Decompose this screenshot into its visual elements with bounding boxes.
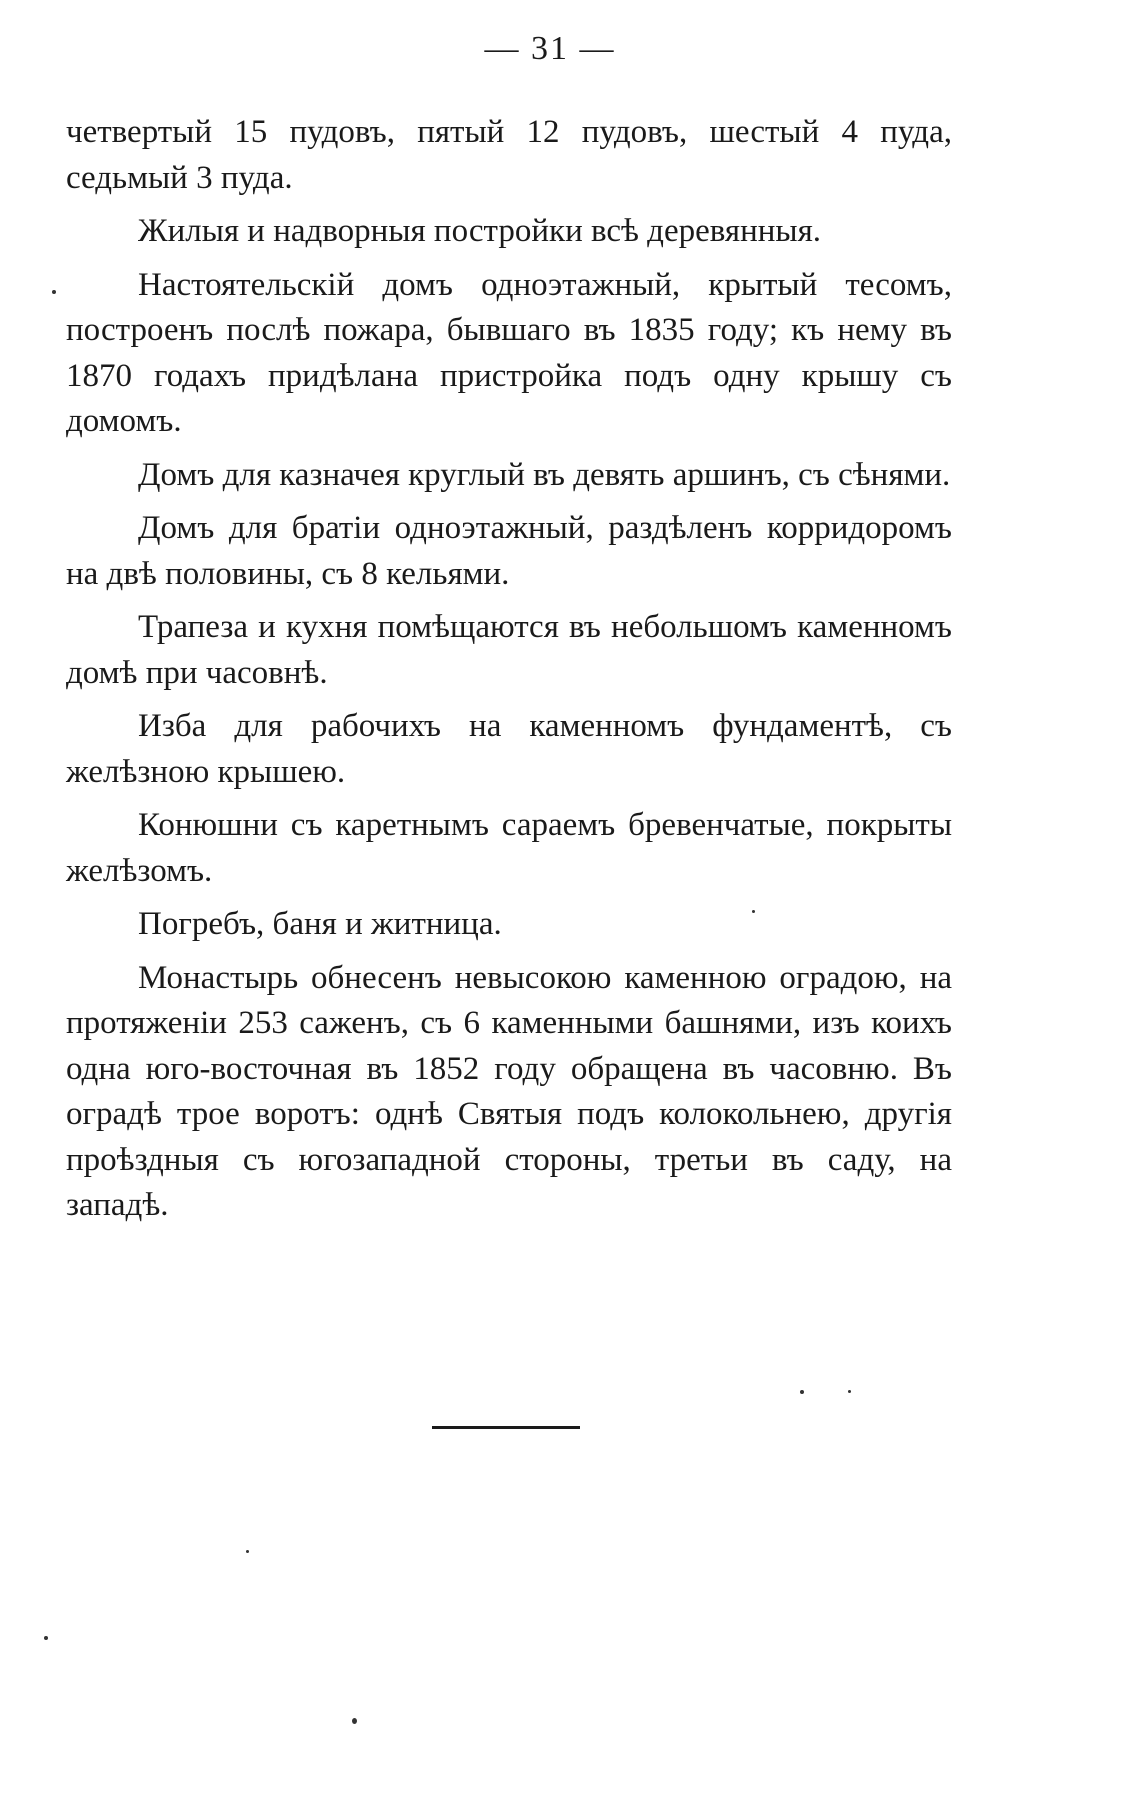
print-speck xyxy=(752,910,755,913)
print-speck xyxy=(246,1550,249,1553)
print-speck xyxy=(800,1390,804,1394)
paragraph-buildings-wooden: Жилыя и надворныя постройки всѣ деревянныя. xyxy=(138,213,822,249)
paragraph-workers-hut: Изба для рабочихъ на каменномъ фундаментѣ, съ желѣзною крышею. xyxy=(66,708,952,790)
print-speck xyxy=(44,1636,48,1640)
paragraph-monastery-wall: Монастырь обнесенъ невысокою каменною оградою, на протяженіи 253 саженъ, съ 6 каменными башнями, изъ коихъ одна юго-восточная въ 1852 году обращена въ часовню. Въ оградѣ трое воротъ: однѣ Святыя подъ колокольнею, другія проѣздныя съ югозападной стороны, третьи въ саду, на западѣ. xyxy=(66,959,952,1223)
page-number: — 31 — xyxy=(484,30,616,67)
paragraph-brethren-house: Домъ для братіи одноэтажный, раздѣленъ корридоромъ на двѣ половины, съ 8 кельями. xyxy=(66,510,952,592)
print-speck xyxy=(52,290,56,294)
end-rule xyxy=(432,1426,580,1429)
paragraph-abbot-house: Настоятельскій домъ одноэтажный, крытый тесомъ, построенъ послѣ пожара, бывшаго въ 1835 году; къ нему въ 1870 годахъ придѣлана пристройка подъ одну крышу съ домомъ. xyxy=(66,266,952,439)
print-speck xyxy=(352,1718,357,1724)
paragraph-bell-weights: четвертый 15 пудовъ, пятый 12 пудовъ, шестый 4 пуда, седьмый 3 пуда. xyxy=(66,114,952,196)
body-text xyxy=(66,110,952,1237)
paragraph-stables: Конюшни съ каретнымъ сараемъ бревенчатые, покрыты желѣзомъ. xyxy=(66,807,952,889)
paragraph-refectory: Трапеза и кухня помѣщаются въ небольшомъ каменномъ домѣ при часовнѣ. xyxy=(66,609,952,691)
print-speck xyxy=(848,1390,851,1393)
paragraph-treasurer-house: Домъ для казначея круглый въ девять аршинъ, съ сѣнями. xyxy=(138,456,951,493)
paragraph-cellar: Погребъ, баня и житница. xyxy=(138,906,502,942)
